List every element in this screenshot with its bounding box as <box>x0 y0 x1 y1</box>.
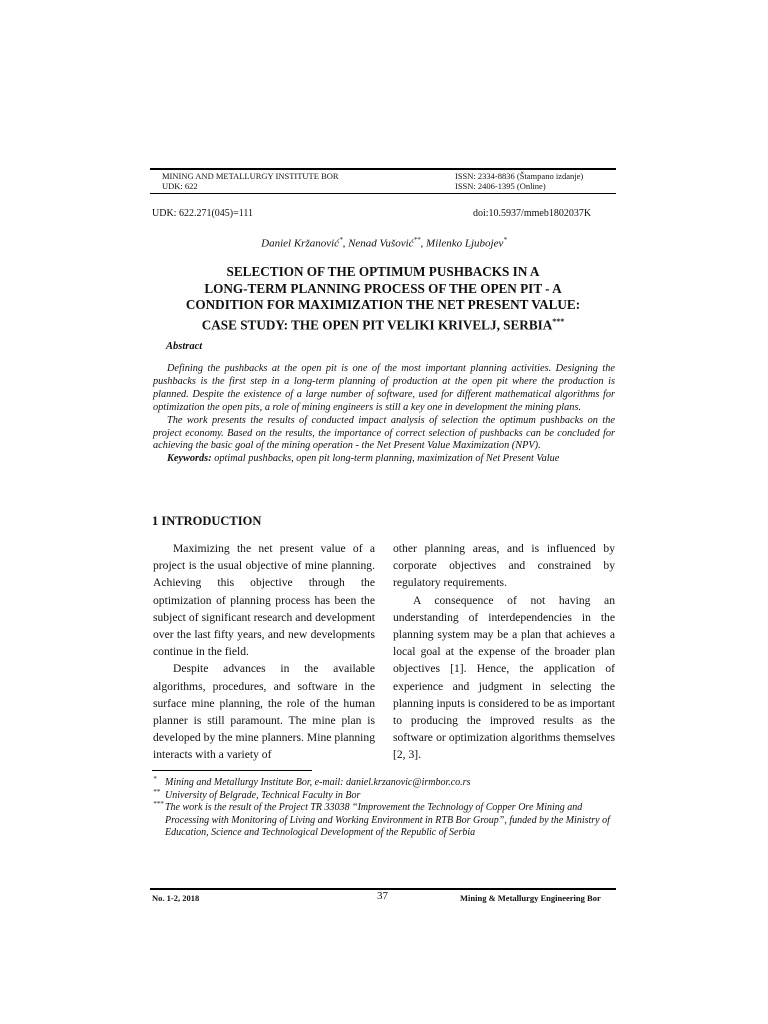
author-mark: ** <box>413 236 421 244</box>
body-paragraph: Despite advances in the available algorithms, procedures, and software in the surface mine planning, the role of the human planner is still paramount. The mine plan is developed by the mine planners. Mine planning interacts with a variety of <box>153 662 375 762</box>
article-doi: doi:10.5937/mmeb1802037K <box>473 208 592 219</box>
author-mark: * <box>339 236 343 244</box>
authors-line: Daniel Kržanović*, Nenad Vušović**, Milenko Ljubojev* <box>261 236 507 250</box>
header-issn-print: ISSN: 2334-8836 (Štampano izdanje) <box>455 171 584 181</box>
right-column <box>393 540 615 764</box>
title-mark: *** <box>552 316 565 326</box>
left-column <box>153 540 375 764</box>
footnote-mark: ** <box>153 787 160 796</box>
abstract-paragraph: Defining the pushbacks at the open pit is one of the most important planning activities. Designing the pushbacks is the first step in a long-term planning of production at the open pit where the production is planned. Despite the existence of a large number of software, used for different mathematical algorithms for optimization the open pits, a role of mining engineers is still a key one in development the mining plans. <box>153 363 615 413</box>
title-line <box>150 314 616 334</box>
abstract-heading: Abstract <box>166 341 203 352</box>
footnote <box>153 802 615 840</box>
title-line-text: CASE STUDY: THE OPEN PIT VELIKI KRIVELJ, SERBIA <box>201 316 553 332</box>
author-name: Milenko Ljubojev <box>426 237 504 250</box>
keywords-text: optimal pushbacks, open pit long-term planning, maximization of Net Present Value <box>214 453 560 465</box>
footer-issue: No. 1-2, 2018 <box>152 893 200 903</box>
section-heading: 1 INTRODUCTION <box>152 514 262 528</box>
body-paragraph: Maximizing the net present value of a project is the usual objective of mine planning. Achieving this objective through the optimization of planning process has been the subject of significant research and development over the last fifty years, and new developments continue in the field. <box>153 542 375 659</box>
footnote <box>153 777 615 790</box>
footnote-text: University of Belgrade, Technical Faculty in Bor <box>165 789 361 801</box>
header-institute: MINING AND METALLURGY INSTITUTE BOR <box>162 171 339 181</box>
footer-journal: Mining & Metallurgy Engineering Bor <box>460 893 601 903</box>
author-mark: * <box>503 236 507 244</box>
author-name: Nenad Vušović <box>348 237 414 250</box>
header-bottom-rule <box>150 193 616 194</box>
article-title <box>150 264 616 333</box>
footnote-mark: *** <box>153 800 164 808</box>
footnotes <box>153 777 615 840</box>
header-issn-online: ISSN: 2406-1395 (Online) <box>455 181 546 191</box>
title-line: CONDITION FOR MAXIMIZATION THE NET PRESENT VALUE: <box>185 297 581 312</box>
article-udk: UDK: 622.271(045)=111 <box>152 208 254 219</box>
abstract-paragraph: The work presents the results of conducted impact analysis of selection the optimum pushbacks on the project economy. Based on the results, the importance of correct selection of pushbacks can be concluded for achieving the basic goal of the mining operation - the Net Present Value Maximization (NPV). <box>153 414 615 452</box>
keywords-label: Keywords: <box>167 453 212 465</box>
title-line: LONG-TERM PLANNING PROCESS OF THE OPEN PIT - A <box>204 280 562 296</box>
abstract-body <box>153 363 615 466</box>
keywords-line <box>153 453 615 466</box>
footnote-text: The work is the result of the Project TR 33038 “Improvement the Technology of Copper Ore Mining and Processing with Monitoring of Living and Working Environment in RTB Bor Group”, funded by the Ministry of Education, Science and Technological Development of the Republic of Serbia <box>165 802 610 838</box>
body-paragraph: other planning areas, and is influenced by corporate objectives and constrained by regulatory requirements. <box>393 542 615 590</box>
footnote <box>153 787 615 803</box>
header-top-rule <box>150 168 616 170</box>
body-paragraph: A consequence of not having an understanding of interdependencies in the planning system may be a plan that achieves a local goal at the expense of the broader plan objectives [1]. Hence, the application of experience and judgment in selecting the planning inputs is considered to be as important to producing the improved results as the software or optimization algorithms themselves [2, 3]. <box>393 593 615 762</box>
title-line: SELECTION OF THE OPTIMUM PUSHBACKS IN A <box>226 264 540 279</box>
footnote-mark: * <box>153 775 157 783</box>
page-number: 37 <box>377 890 388 902</box>
author-name: Daniel Kržanović <box>261 237 340 250</box>
footnote-text: Mining and Metallurgy Institute Bor, e-mail: daniel.krzanovic@irmbor.co.rs <box>165 777 471 788</box>
footnote-rule <box>152 770 312 771</box>
header-udk: UDK: 622 <box>162 181 198 191</box>
